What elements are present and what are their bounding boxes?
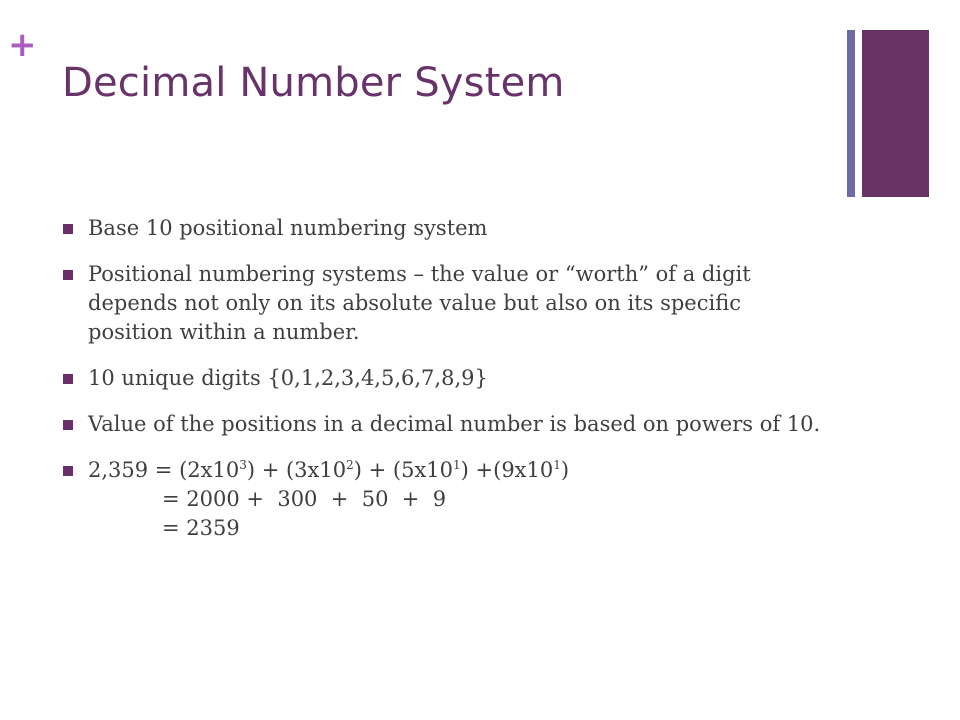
equation-term: $(5x10^1)$ + xyxy=(392,458,494,482)
bullet-item xyxy=(62,364,822,393)
square-bullet-icon xyxy=(63,466,73,476)
equation-term: $(9x10^1)$ xyxy=(493,458,570,482)
plus-icon: + xyxy=(8,25,37,65)
bullet-text: 10 unique digits {0,1,2,3,4,5,6,7,8,9} xyxy=(88,366,488,390)
bullet-text: Base 10 positional numbering system xyxy=(88,216,488,240)
slide-title: Decimal Number System xyxy=(62,60,565,106)
equation-lhs: 2,359 = xyxy=(88,458,180,482)
exponent: 3 xyxy=(239,458,247,472)
square-bullet-icon xyxy=(63,420,73,430)
equation-line-1 xyxy=(88,456,822,485)
bullet-item xyxy=(62,260,822,347)
square-bullet-icon xyxy=(63,224,73,234)
bullet-text: Positional numbering systems – the value or “worth” of a digit depends not only on its absolute value but also on its specific position within a number. xyxy=(88,262,751,344)
square-bullet-icon xyxy=(63,270,73,280)
equation-item xyxy=(62,456,822,543)
bullet-item xyxy=(62,410,822,439)
equation-term: $(2x10^3)$ + xyxy=(179,458,286,482)
equation-line-2: = 2000 + 300 + 50 + 9 xyxy=(162,487,447,511)
exponent: 2 xyxy=(346,458,354,472)
square-bullet-icon xyxy=(63,374,73,384)
exponent: 1 xyxy=(553,458,561,472)
bullet-list xyxy=(62,214,822,560)
equation-term: $(3x10^2)$ + xyxy=(285,458,393,482)
exponent: 1 xyxy=(453,458,461,472)
equation-line-3: = 2359 xyxy=(162,516,240,540)
bullet-item xyxy=(62,214,822,243)
accent-bar-thin xyxy=(847,30,855,197)
bullet-text: Value of the positions in a decimal number is based on powers of 10. xyxy=(88,412,821,436)
accent-bar-wide xyxy=(862,30,929,197)
